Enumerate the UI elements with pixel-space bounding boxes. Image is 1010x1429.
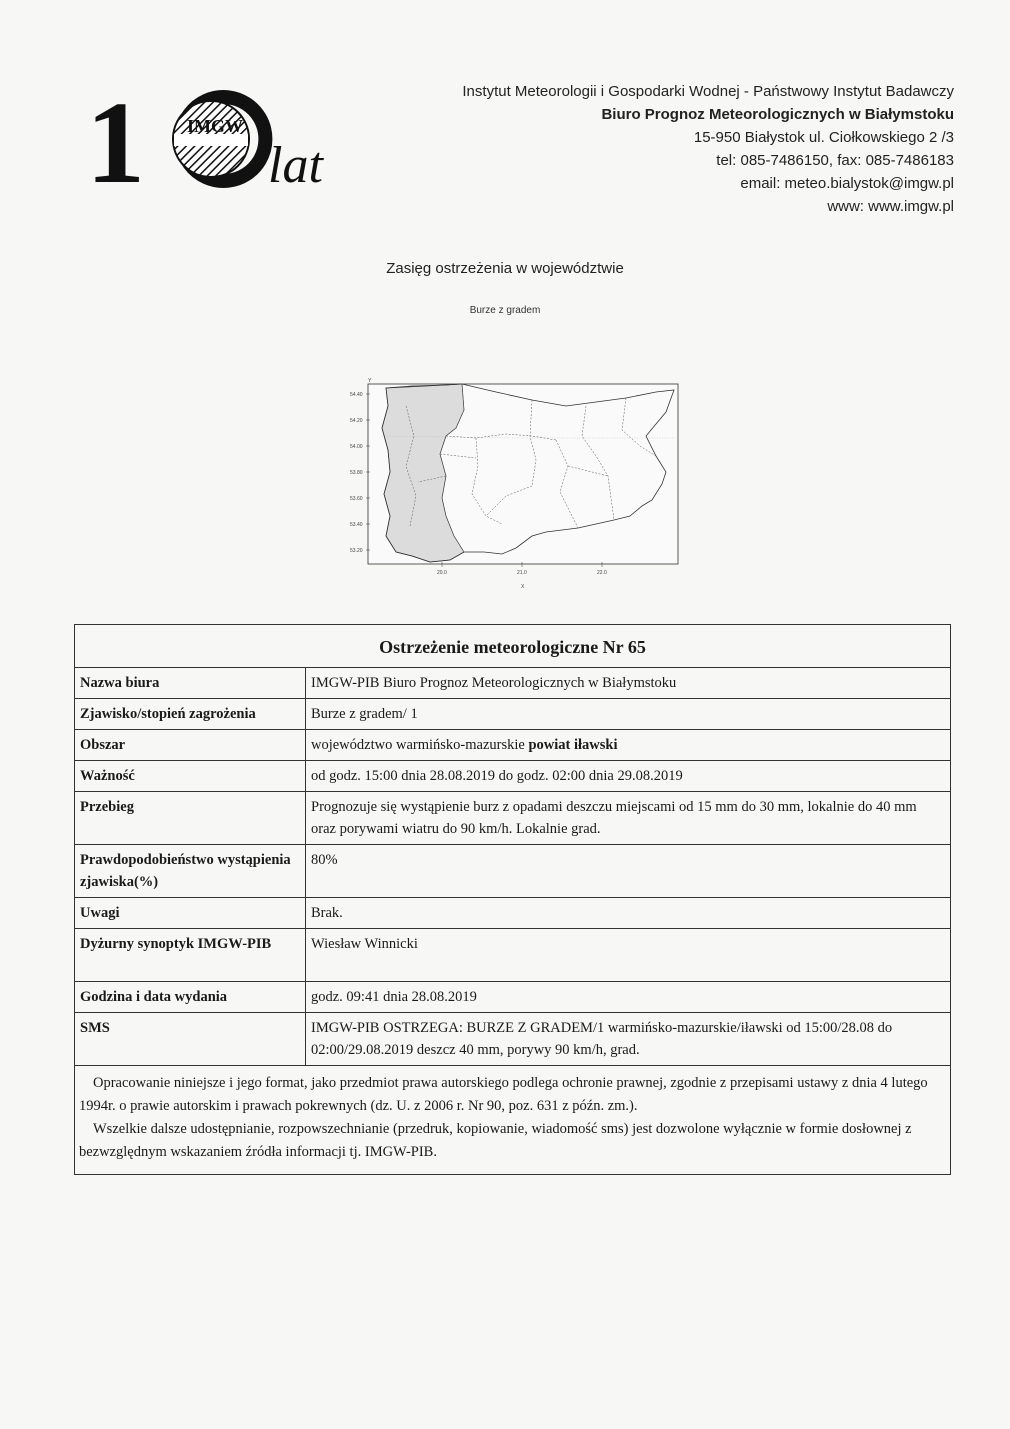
office-name: Biuro Prognoz Meteorologicznych w Białymstoku	[601, 106, 954, 123]
row-label-issued: Godzina i data wydania	[75, 982, 306, 1013]
row-value-forecaster: Wiesław Winnicki	[306, 929, 951, 982]
office-address: 15-950 Białystok ul. Ciołkowskiego 2 /3	[693, 129, 954, 146]
map-y-tick-label: 53.60	[350, 496, 363, 502]
map-x-tick-label: 20.0	[437, 570, 447, 576]
map-x-tick-label: 21.0	[517, 570, 527, 576]
row-value-area-region: województwo warmińsko-mazurskie	[311, 737, 525, 753]
row-value-phenomenon: Burze z gradem/ 1	[306, 699, 951, 730]
row-value-remarks: Brak.	[306, 898, 951, 929]
map-y-tick-label: 53.80	[350, 470, 363, 476]
table-row	[75, 1013, 951, 1066]
row-value-course: Prognozuje się wystąpienie burz z opadami deszczu miejscami od 15 mm do 30 mm, lokalnie do 40 mm oraz porywami wiatru do 90 km/h. Lokalnie grad.	[306, 792, 951, 845]
row-value-issued: godz. 09:41 dnia 28.08.2019	[306, 982, 951, 1013]
voivodeship-warning-map	[346, 376, 686, 592]
office-phone: tel: 085-7486150, fax: 085-7486183	[716, 152, 954, 169]
table-row	[75, 845, 951, 898]
table-row	[75, 898, 951, 929]
map-y-tick-label: 53.40	[350, 522, 363, 528]
row-value-probability: 80%	[306, 845, 951, 898]
warning-table	[74, 624, 951, 1175]
logo-number: 1	[86, 84, 145, 194]
warning-title: Ostrzeżenie meteorologiczne Nr 65	[75, 625, 951, 668]
table-row	[75, 730, 951, 761]
copyright-note	[75, 1066, 951, 1175]
logo-imgw-text: IMGW	[187, 116, 243, 136]
table-row	[75, 761, 951, 792]
row-label-probability: Prawdopodobieństwo wystąpienia zjawiska(%)	[75, 845, 306, 898]
copyright-note-1: Opracowanie niniejsze i jego format, jako przedmiot prawa autorskiego podlega ochronie prawnej, zgodnie z przepisami ustawy z dnia 4 lutego 1994r. o prawie autorskim i prawach pokrewnych (dz. U. z 2006 r. Nr 90, poz. 631 z późn. zm.).	[79, 1075, 928, 1114]
table-row	[75, 792, 951, 845]
table-row	[75, 929, 951, 982]
row-label-sms: SMS	[75, 1013, 306, 1066]
institute-header	[394, 80, 954, 218]
copyright-note-2: Wszelkie dalsze udostępnianie, rozpowszechnianie (przedruk, kopiowanie, wiadomość sms) jest dozwolone wyłącznie w formie dosłownej z bezwzględnym wskazaniem źródła informacji tj. IMGW-PIB.	[79, 1121, 912, 1160]
map-y-tick-label: 54.20	[350, 418, 363, 424]
row-label-area: Obszar	[75, 730, 306, 761]
logo-script-text: lat	[268, 137, 323, 194]
row-label-phenomenon: Zjawisko/stopień zagrożenia	[75, 699, 306, 730]
map-y-tick-label: 53.20	[350, 548, 363, 554]
row-label-office: Nazwa biura	[75, 668, 306, 699]
table-row	[75, 982, 951, 1013]
row-value-validity: od godz. 15:00 dnia 28.08.2019 do godz. 02:00 dnia 29.08.2019	[306, 761, 951, 792]
map-title: Zasięg ostrzeżenia w województwie	[386, 260, 624, 277]
map-y-tick-label: 54.00	[350, 444, 363, 450]
table-row	[75, 699, 951, 730]
table-row	[75, 668, 951, 699]
map-x-axis-label: X	[521, 584, 525, 590]
map-y-tick-label: 54.40	[350, 392, 363, 398]
row-label-forecaster: Dyżurny synoptyk IMGW-PIB	[75, 929, 306, 982]
institute-name: Instytut Meteorologii i Gospodarki Wodnej - Państwowy Instytut Badawczy	[462, 83, 954, 100]
row-value-sms: IMGW-PIB OSTRZEGA: BURZE Z GRADEM/1 warmińsko-mazurskie/iławski od 15:00/28.08 do 02:00/29.08.2019 deszcz 40 mm, porywy 90 km/h, grad.	[306, 1013, 951, 1066]
map-subtitle: Burze z gradem	[469, 305, 541, 316]
row-value-office: IMGW-PIB Biuro Prognoz Meteorologicznych w Białymstoku	[306, 668, 951, 699]
row-value-area-county: powiat iławski	[528, 737, 618, 753]
office-www[interactable]: www: www.imgw.pl	[827, 198, 954, 215]
row-label-course: Przebieg	[75, 792, 306, 845]
row-value-area	[306, 730, 951, 761]
row-label-validity: Ważność	[75, 761, 306, 792]
row-label-remarks: Uwagi	[75, 898, 306, 929]
office-email[interactable]: email: meteo.bialystok@imgw.pl	[740, 175, 954, 192]
map-y-axis-label: Y	[368, 378, 372, 384]
imgw-100-lat-logo	[86, 84, 326, 194]
map-x-tick-label: 22.0	[597, 570, 607, 576]
